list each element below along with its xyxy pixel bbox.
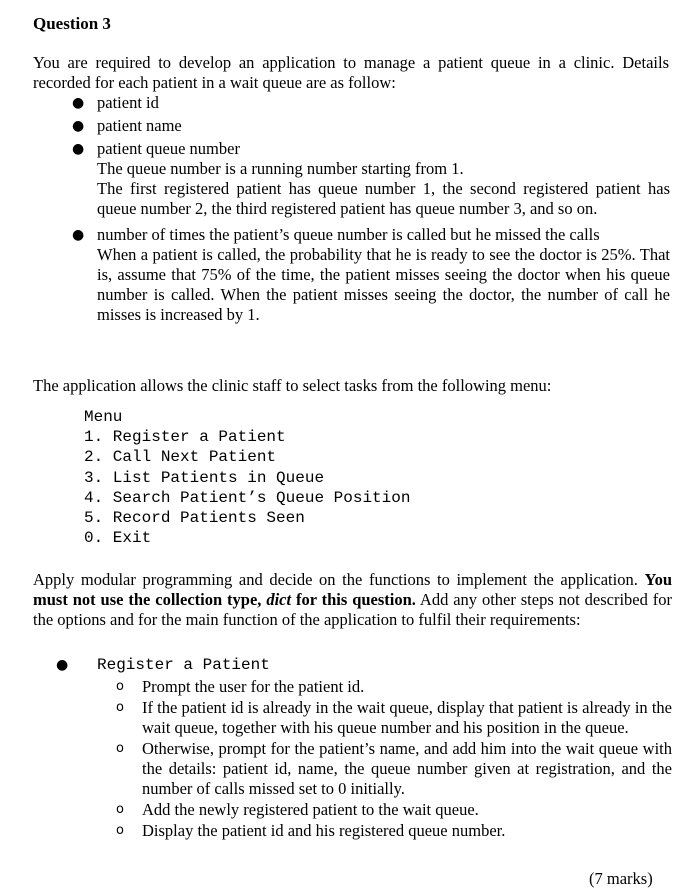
menu-listing (84, 407, 410, 548)
bullet-icon: ● (72, 227, 85, 243)
field-label: patient name (97, 116, 182, 135)
list-item (0, 800, 672, 820)
field-detail: The first registered patient has queue number 1, the second registered patient has queue number 2, the third registered patient has queue number 3, and so on. (97, 179, 670, 218)
list-item (0, 677, 672, 697)
circle-bullet-icon: o (116, 679, 124, 694)
menu-item: 5. Record Patients Seen (84, 509, 305, 528)
circle-bullet-icon: o (116, 823, 124, 838)
instructions-paragraph (33, 570, 672, 630)
list-item (0, 698, 672, 738)
instructions-text: Apply modular programming and decide on the functions to implement the application. (33, 570, 638, 589)
dict-keyword: dict (266, 590, 292, 609)
menu-intro: The application allows the clinic staff to select tasks from the following menu: (33, 376, 552, 395)
warning-tail: for this question. (291, 590, 416, 609)
bullet-icon: ● (56, 657, 69, 673)
field-label: patient queue number (97, 139, 240, 158)
bullet-icon: ● (72, 118, 85, 134)
warning-text: You must not use the collection type, (33, 570, 672, 609)
step-text: Prompt the user for the patient id. (142, 677, 365, 696)
menu-item: 2. Call Next Patient (84, 448, 277, 467)
bullet-icon: ● (72, 141, 85, 157)
step-text: Display the patient id and his registered queue number. (142, 821, 506, 840)
register-title: Register a Patient (97, 656, 270, 674)
field-detail: When a patient is called, the probability that he is ready to see the doctor is 25%. That is, assume that 75% of the time, the patient misses seeing the doctor when his queue number is called. When the patient misses seeing the doctor, the number of call he misses is increased by 1. (97, 245, 670, 324)
step-text: Add the newly registered patient to the wait queue. (142, 800, 479, 819)
register-steps (0, 677, 672, 841)
menu-item: 4. Search Patient’s Queue Position (84, 488, 411, 507)
list-item (0, 821, 672, 841)
patient-details-list (0, 93, 670, 325)
menu-item: 1. Register a Patient (84, 428, 286, 447)
circle-bullet-icon: o (116, 700, 124, 715)
circle-bullet-icon: o (116, 802, 124, 817)
marks-label: (7 marks) (589, 869, 653, 888)
register-title-row (0, 655, 672, 675)
step-text: If the patient id is already in the wait queue, display that patient is already in the wait queue, together with his queue number and his position in the queue. (142, 698, 672, 737)
field-detail: The queue number is a running number starting from 1. (97, 159, 464, 178)
intro-text: You are required to develop an application to manage a patient queue in a clinic. Details recorded for each patient in a wait queue are as follow: (33, 53, 669, 92)
bullet-icon: ● (72, 95, 85, 111)
list-item (0, 93, 670, 113)
circle-bullet-icon: o (116, 741, 124, 756)
instructions-tail: Add any other steps not described for the options and for the main function of the application to fulfil their requirements: (33, 590, 672, 629)
field-label: number of times the patient’s queue number is called but he missed the calls (97, 225, 600, 244)
register-section (0, 655, 672, 841)
menu-item: 0. Exit (84, 529, 152, 548)
list-item (0, 739, 672, 799)
question-heading: Question 3 (33, 14, 111, 33)
menu-title: Menu (84, 408, 123, 426)
intro-paragraph (33, 53, 669, 93)
list-item (0, 139, 670, 219)
list-item (0, 225, 670, 325)
list-item (0, 116, 670, 136)
menu-item: 3. List Patients in Queue (84, 468, 325, 487)
field-label: patient id (97, 93, 159, 112)
step-text: Otherwise, prompt for the patient’s name, and add him into the wait queue with the details: patient id, name, the queue number given at registration, and the number of calls missed set to 0 initially. (142, 739, 672, 798)
